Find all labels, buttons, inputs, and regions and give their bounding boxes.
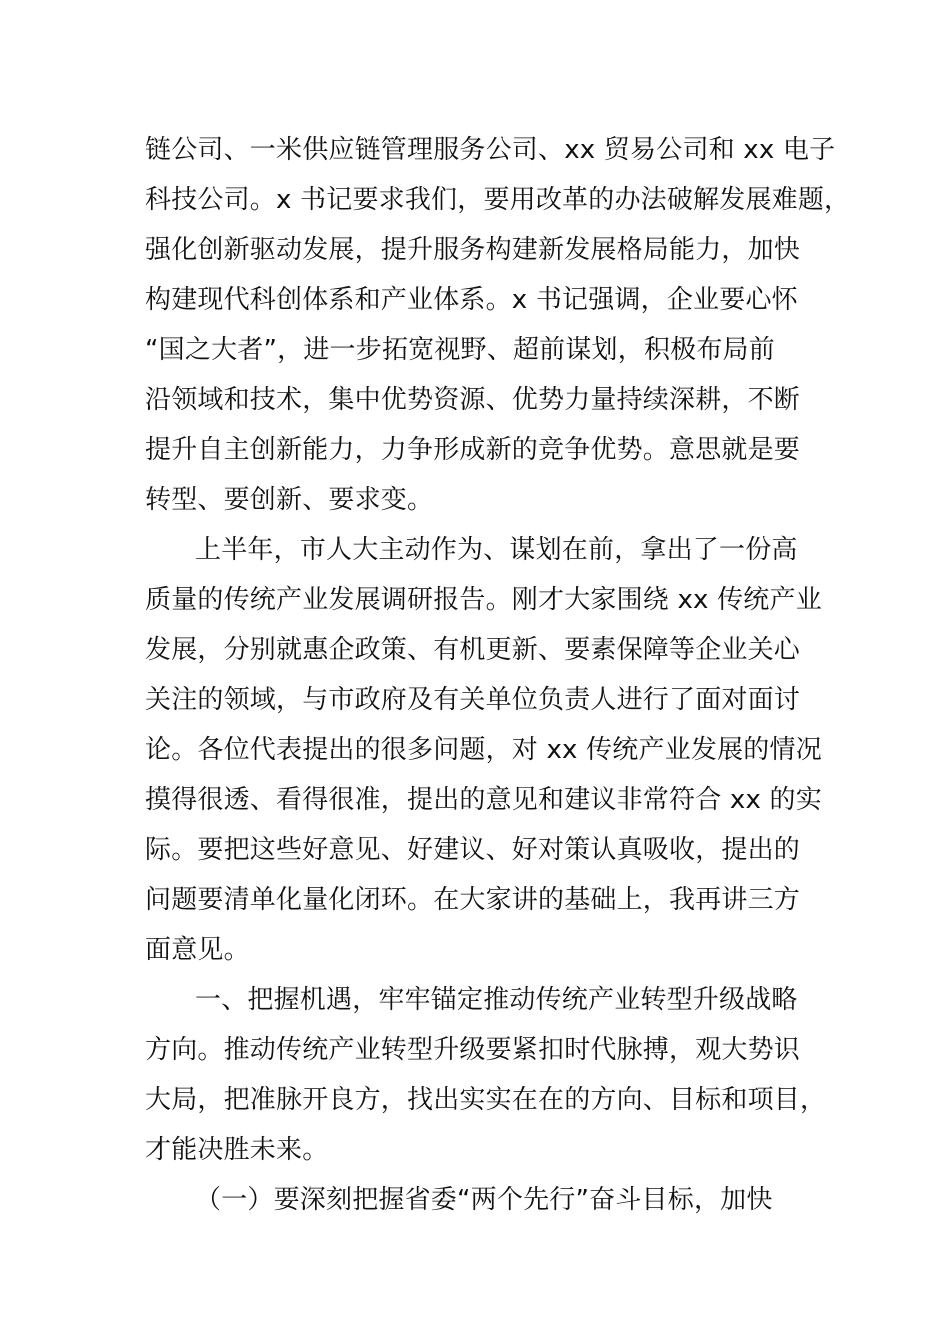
text-line: 问题要清单化量化闭环。在大家讲的基础上，我再讲三方 bbox=[145, 885, 801, 915]
text-line: 转型、要创新、要求变。 bbox=[145, 485, 434, 515]
text-line: 面意见。 bbox=[145, 935, 250, 965]
text-line: 发展，分别就惠企政策、有机更新、要素保障等企业关心 bbox=[145, 635, 801, 665]
subsection-heading-line: （一）要深刻把握省委“两个先行”奋斗目标，加快 bbox=[195, 1185, 773, 1215]
text-line: 摸得很透、看得很准，提出的意见和建议非常符合 xx 的实 bbox=[145, 785, 822, 815]
text-line: 论。各位代表提出的很多问题，对 xx 传统产业发展的情况 bbox=[145, 735, 822, 765]
text-line: 沿领域和技术，集中优势资源、优势力量持续深耕，不断 bbox=[145, 385, 801, 415]
text-line: 才能决胜未来。 bbox=[145, 1135, 329, 1165]
text-line: 质量的传统产业发展调研报告。刚才大家围绕 xx 传统产业 bbox=[145, 585, 822, 615]
text-line: 链公司、一米供应链管理服务公司、xx 贸易公司和 xx 电子 bbox=[145, 135, 836, 165]
section-heading-line: 一、把握机遇，牢牢锚定推动传统产业转型升级战略 bbox=[195, 985, 798, 1015]
text-line: 际。要把这些好意见、好建议、好对策认真吸收，提出的 bbox=[145, 835, 801, 865]
text-line: 方向。推动传统产业转型升级要紧扣时代脉搏，观大势识 bbox=[145, 1035, 801, 1065]
paragraph-first-line: 上半年，市人大主动作为、谋划在前，拿出了一份高 bbox=[195, 535, 798, 565]
text-line: “国之大者”，进一步拓宽视野、超前谋划，积极布局前 bbox=[145, 335, 775, 365]
text-line: 大局，把准脉开良方，找出实实在在的方向、目标和项目， bbox=[145, 1085, 827, 1115]
text-line: 构建现代科创体系和产业体系。x 书记强调，企业要心怀 bbox=[145, 285, 798, 315]
text-line: 强化创新驱动发展，提升服务构建新发展格局能力，加快 bbox=[145, 235, 801, 265]
text-line: 科技公司。x 书记要求我们，要用改革的办法破解发展难题， bbox=[145, 185, 851, 215]
text-line: 关注的领域，与市政府及有关单位负责人进行了面对面讨 bbox=[145, 685, 801, 715]
text-line: 提升自主创新能力，力争形成新的竞争优势。意思就是要 bbox=[145, 435, 801, 465]
